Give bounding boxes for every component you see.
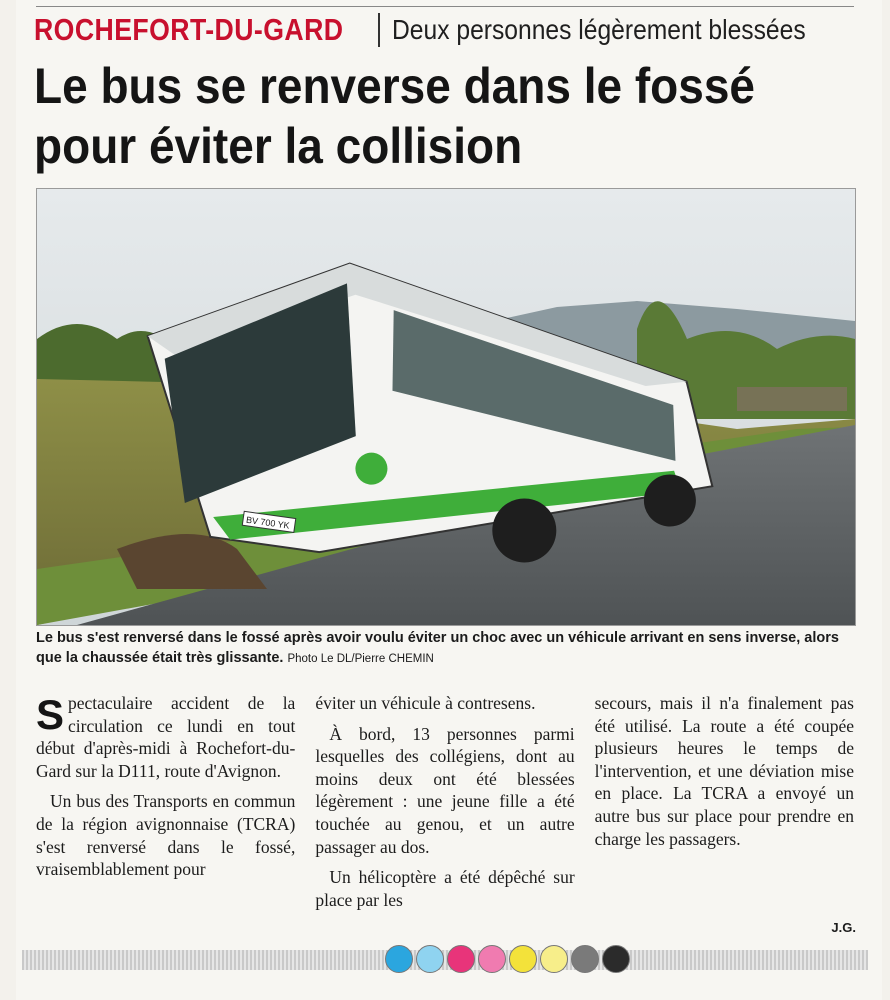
color-calibration-swatches [385,945,630,973]
bus-photo-illustration [37,189,855,625]
swatch-black [602,945,630,973]
swatch-light-magenta [478,945,506,973]
swatch-light-cyan [416,945,444,973]
article-column-3 [595,692,854,942]
photo-credit: Photo Le DL/Pierre CHEMIN [287,653,434,665]
article-column-2 [315,692,574,942]
kicker [34,10,862,50]
headline [34,56,788,176]
swatch-yellow [509,945,537,973]
swatch-light-yellow [540,945,568,973]
photo-caption [36,628,856,669]
article-paragraph-1 [36,692,295,782]
kicker-town: ROCHEFORT-DU-GARD [34,12,344,47]
distant-vehicles [737,387,847,411]
article-paragraph-5: Un hélicoptère a été dépêché sur place par les [315,867,575,910]
drop-cap: S [36,691,65,738]
swatch-cyan [385,945,413,973]
swatch-grey [571,945,599,973]
headline-line-2: pour éviter la collision [34,118,523,174]
bus-plate-text: BV 700 YK [245,514,291,531]
article-paragraph-6: secours, mais il n'a finalement pas été utilisé. La route a été coupée plusieurs heures le temps de l'intervention, et une déviation mise en place. La TCRA a envoyé un autre bus sur place pour prendre en charge les passagers. [594,693,854,849]
article-paragraph-4: À bord, 13 personnes parmi lesquelles des collégiens, dont au moins deux ont été blessées légèrement : une jeune fille a été touchée au genou, et un autre passager au dos. [315,723,575,857]
kicker-deck: Deux personnes légèrement blessées [392,14,806,45]
article-paragraph-1-text: pectaculaire accident de la circulation ce lundi en tout début d'après-midi à Rochefort-du-Gard sur la D111, route d'Avignon. [36,693,296,781]
article-column-1 [36,692,295,942]
headline-line-1: Le bus se renverse dans le fossé [34,58,756,114]
article-paragraph-2: Un bus des Transports en commun de la région avignonnaise (TCRA) s'est renversé dans le fossé, vraisemblablement pour [36,791,296,880]
top-rule [36,6,854,7]
caption-text: Le bus s'est renversé dans le fossé après avoir voulu éviter un choc avec un véhicule arrivant en sens inverse, alors que la chaussée était très glissante. [36,630,839,666]
kicker-separator [378,13,380,47]
article-paragraph-3: éviter un véhicule à contresens. [315,693,536,713]
author-signature: J.G. [831,920,856,935]
article-columns [36,692,854,942]
news-photo [36,188,856,626]
swatch-magenta [447,945,475,973]
